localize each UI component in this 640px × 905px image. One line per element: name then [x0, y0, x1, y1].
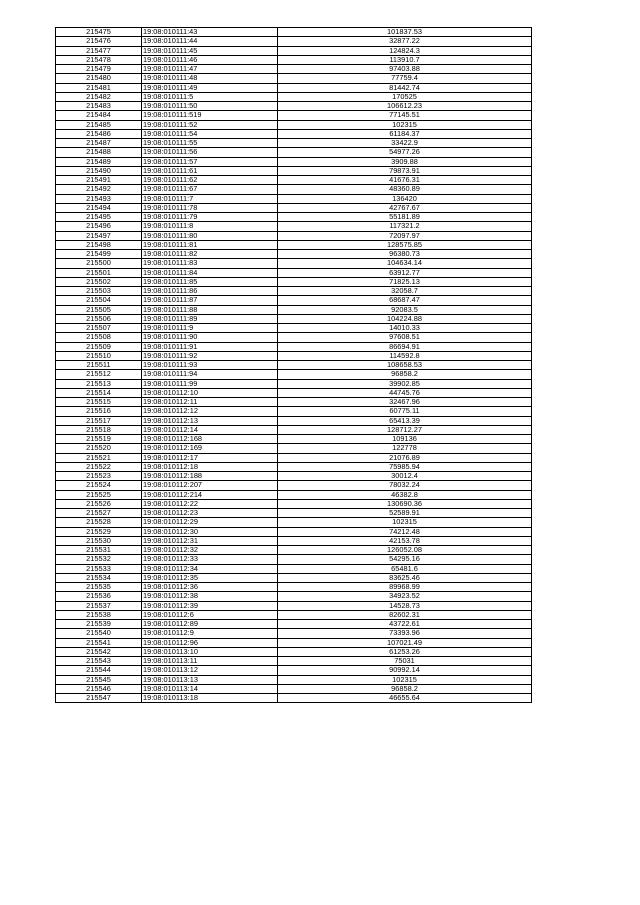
table-row	[56, 610, 532, 619]
amount-cell: 61184.37	[278, 129, 532, 138]
amount-cell: 75031	[278, 657, 532, 666]
cadastral-number-cell: 19:08:010111:67	[142, 185, 278, 194]
cadastral-number-cell: 19:08:010111:9	[142, 324, 278, 333]
row-number-cell: 215498	[56, 240, 142, 249]
amount-cell: 77759.4	[278, 74, 532, 83]
amount-cell: 33422.9	[278, 139, 532, 148]
table-row	[56, 240, 532, 249]
table-row	[56, 120, 532, 129]
cadastral-number-cell: 19:08:010111:44	[142, 37, 278, 46]
amount-cell: 72097.97	[278, 231, 532, 240]
cadastral-number-cell: 19:08:010112:168	[142, 435, 278, 444]
amount-cell: 41676.31	[278, 176, 532, 185]
row-number-cell: 215479	[56, 65, 142, 74]
amount-cell: 42767.67	[278, 203, 532, 212]
table-row	[56, 583, 532, 592]
cadastral-number-cell: 19:08:010111:83	[142, 259, 278, 268]
row-number-cell: 215509	[56, 342, 142, 351]
cadastral-number-cell: 19:08:010112:12	[142, 407, 278, 416]
cadastral-number-cell: 19:08:010111:5	[142, 92, 278, 101]
cadastral-number-cell: 19:08:010112:22	[142, 499, 278, 508]
amount-cell: 46382.8	[278, 490, 532, 499]
amount-cell: 130690.36	[278, 499, 532, 508]
table-row	[56, 629, 532, 638]
cadastral-number-cell: 19:08:010113:10	[142, 647, 278, 656]
row-number-cell: 215484	[56, 111, 142, 120]
cadastral-number-cell: 19:08:010111:82	[142, 250, 278, 259]
amount-cell: 128712.27	[278, 425, 532, 434]
amount-cell: 77145.51	[278, 111, 532, 120]
amount-cell: 65413.39	[278, 416, 532, 425]
amount-cell: 83625.46	[278, 573, 532, 582]
row-number-cell: 215476	[56, 37, 142, 46]
row-number-cell: 215539	[56, 620, 142, 629]
table-row	[56, 268, 532, 277]
cadastral-number-cell: 19:08:010111:56	[142, 148, 278, 157]
row-number-cell: 215522	[56, 462, 142, 471]
table-row	[56, 102, 532, 111]
row-number-cell: 215518	[56, 425, 142, 434]
amount-cell: 114592.8	[278, 351, 532, 360]
row-number-cell: 215512	[56, 370, 142, 379]
table-row	[56, 361, 532, 370]
amount-cell: 42153.78	[278, 536, 532, 545]
cadastral-number-cell: 19:08:010112:18	[142, 462, 278, 471]
cadastral-number-cell: 19:08:010113:18	[142, 694, 278, 703]
table-row	[56, 231, 532, 240]
row-number-cell: 215538	[56, 610, 142, 619]
table-row	[56, 213, 532, 222]
table-row	[56, 83, 532, 92]
row-number-cell: 215537	[56, 601, 142, 610]
table-row	[56, 481, 532, 490]
table-row	[56, 166, 532, 175]
table-row	[56, 620, 532, 629]
amount-cell: 79873.91	[278, 166, 532, 175]
row-number-cell: 215547	[56, 694, 142, 703]
cadastral-number-cell: 19:08:010112:169	[142, 444, 278, 453]
table-row	[56, 55, 532, 64]
amount-cell: 46655.64	[278, 694, 532, 703]
amount-cell: 96380.73	[278, 250, 532, 259]
amount-cell: 63912.77	[278, 268, 532, 277]
table-row	[56, 176, 532, 185]
table-row	[56, 388, 532, 397]
row-number-cell: 215491	[56, 176, 142, 185]
row-number-cell: 215493	[56, 194, 142, 203]
row-number-cell: 215500	[56, 259, 142, 268]
cadastral-number-cell: 19:08:010111:89	[142, 314, 278, 323]
cadastral-number-cell: 19:08:010112:34	[142, 564, 278, 573]
table-row	[56, 407, 532, 416]
amount-cell: 96858.2	[278, 370, 532, 379]
row-number-cell: 215526	[56, 499, 142, 508]
amount-cell: 32877.22	[278, 37, 532, 46]
row-number-cell: 215481	[56, 83, 142, 92]
row-number-cell: 215524	[56, 481, 142, 490]
cadastral-number-cell: 19:08:010113:13	[142, 675, 278, 684]
row-number-cell: 215531	[56, 546, 142, 555]
row-number-cell: 215485	[56, 120, 142, 129]
cadastral-number-cell: 19:08:010111:50	[142, 102, 278, 111]
cadastral-number-cell: 19:08:010112:23	[142, 509, 278, 518]
amount-cell: 54977.26	[278, 148, 532, 157]
table-row	[56, 111, 532, 120]
row-number-cell: 215519	[56, 435, 142, 444]
table-row	[56, 65, 532, 74]
cadastral-number-cell: 19:08:010111:49	[142, 83, 278, 92]
row-number-cell: 215505	[56, 305, 142, 314]
cadastral-number-cell: 19:08:010111:86	[142, 287, 278, 296]
amount-cell: 102315	[278, 675, 532, 684]
amount-cell: 124824.3	[278, 46, 532, 55]
amount-cell: 65481.6	[278, 564, 532, 573]
amount-cell: 136420	[278, 194, 532, 203]
row-number-cell: 215541	[56, 638, 142, 647]
cadastral-number-cell: 19:08:010111:62	[142, 176, 278, 185]
table-row	[56, 305, 532, 314]
table-row	[56, 277, 532, 286]
cadastral-number-cell: 19:08:010112:14	[142, 425, 278, 434]
amount-cell: 90992.14	[278, 666, 532, 675]
amount-cell: 92083.5	[278, 305, 532, 314]
table-row	[56, 657, 532, 666]
cadastral-number-cell: 19:08:010111:88	[142, 305, 278, 314]
row-number-cell: 215503	[56, 287, 142, 296]
row-number-cell: 215542	[56, 647, 142, 656]
amount-cell: 34923.52	[278, 592, 532, 601]
cadastral-number-cell: 19:08:010111:57	[142, 157, 278, 166]
row-number-cell: 215534	[56, 573, 142, 582]
row-number-cell: 215543	[56, 657, 142, 666]
cadastral-number-cell: 19:08:010111:43	[142, 28, 278, 37]
row-number-cell: 215517	[56, 416, 142, 425]
cadastral-number-cell: 19:08:010112:32	[142, 546, 278, 555]
table-row	[56, 536, 532, 545]
table-row	[56, 148, 532, 157]
row-number-cell: 215506	[56, 314, 142, 323]
row-number-cell: 215501	[56, 268, 142, 277]
table-row	[56, 425, 532, 434]
table-row	[56, 638, 532, 647]
amount-cell: 60775.11	[278, 407, 532, 416]
cadastral-number-cell: 19:08:010111:93	[142, 361, 278, 370]
cadastral-number-cell: 19:08:010111:519	[142, 111, 278, 120]
table-row	[56, 203, 532, 212]
cadastral-number-cell: 19:08:010111:91	[142, 342, 278, 351]
row-number-cell: 215492	[56, 185, 142, 194]
table-row	[56, 46, 532, 55]
row-number-cell: 215478	[56, 55, 142, 64]
table-row	[56, 37, 532, 46]
cadastral-number-cell: 19:08:010113:14	[142, 684, 278, 693]
amount-cell: 43722.61	[278, 620, 532, 629]
row-number-cell: 215521	[56, 453, 142, 462]
amount-cell: 73393.96	[278, 629, 532, 638]
amount-cell: 128575.85	[278, 240, 532, 249]
amount-cell: 39902.85	[278, 379, 532, 388]
amount-cell: 32058.7	[278, 287, 532, 296]
cadastral-number-cell: 19:08:010111:79	[142, 213, 278, 222]
row-number-cell: 215523	[56, 472, 142, 481]
amount-cell: 68687.47	[278, 296, 532, 305]
cadastral-number-cell: 19:08:010112:13	[142, 416, 278, 425]
amount-cell: 86694.91	[278, 342, 532, 351]
cadastral-number-cell: 19:08:010112:33	[142, 555, 278, 564]
cadastral-number-cell: 19:08:010112:214	[142, 490, 278, 499]
cadastral-number-cell: 19:08:010112:89	[142, 620, 278, 629]
table-row	[56, 379, 532, 388]
table-row	[56, 453, 532, 462]
row-number-cell: 215483	[56, 102, 142, 111]
cadastral-number-cell: 19:08:010111:99	[142, 379, 278, 388]
row-number-cell: 215499	[56, 250, 142, 259]
amount-cell: 107021.49	[278, 638, 532, 647]
amount-cell: 97608.51	[278, 333, 532, 342]
row-number-cell: 215496	[56, 222, 142, 231]
cadastral-number-cell: 19:08:010112:10	[142, 388, 278, 397]
cadastral-number-cell: 19:08:010112:207	[142, 481, 278, 490]
table-row	[56, 287, 532, 296]
amount-cell: 106612.23	[278, 102, 532, 111]
cadastral-number-cell: 19:08:010112:6	[142, 610, 278, 619]
cadastral-number-cell: 19:08:010112:29	[142, 518, 278, 527]
row-number-cell: 215502	[56, 277, 142, 286]
amount-cell: 109136	[278, 435, 532, 444]
cadastral-number-cell: 19:08:010111:8	[142, 222, 278, 231]
amount-cell: 81442.74	[278, 83, 532, 92]
table-row	[56, 342, 532, 351]
amount-cell: 170525	[278, 92, 532, 101]
cadastral-number-cell: 19:08:010111:61	[142, 166, 278, 175]
table-row	[56, 527, 532, 536]
table-row	[56, 324, 532, 333]
amount-cell: 101837.53	[278, 28, 532, 37]
amount-cell: 108658.53	[278, 361, 532, 370]
table-row	[56, 398, 532, 407]
amount-cell: 3909.88	[278, 157, 532, 166]
table-row	[56, 472, 532, 481]
cadastral-number-cell: 19:08:010112:30	[142, 527, 278, 536]
row-number-cell: 215475	[56, 28, 142, 37]
cadastral-number-cell: 19:08:010112:39	[142, 601, 278, 610]
row-number-cell: 215480	[56, 74, 142, 83]
row-number-cell: 215514	[56, 388, 142, 397]
cadastral-number-cell: 19:08:010111:55	[142, 139, 278, 148]
amount-cell: 48360.89	[278, 185, 532, 194]
row-number-cell: 215533	[56, 564, 142, 573]
table-row	[56, 684, 532, 693]
table-row	[56, 518, 532, 527]
cadastral-number-cell: 19:08:010112:96	[142, 638, 278, 647]
row-number-cell: 215525	[56, 490, 142, 499]
amount-cell: 126052.08	[278, 546, 532, 555]
table-row	[56, 490, 532, 499]
row-number-cell: 215487	[56, 139, 142, 148]
table-row	[56, 647, 532, 656]
amount-cell: 102315	[278, 120, 532, 129]
cadastral-number-cell: 19:08:010112:35	[142, 573, 278, 582]
row-number-cell: 215530	[56, 536, 142, 545]
amount-cell: 122778	[278, 444, 532, 453]
amount-cell: 14010.33	[278, 324, 532, 333]
cadastral-number-cell: 19:08:010111:92	[142, 351, 278, 360]
amount-cell: 96858.2	[278, 684, 532, 693]
amount-cell: 117321.2	[278, 222, 532, 231]
cadastral-number-cell: 19:08:010111:48	[142, 74, 278, 83]
amount-cell: 102315	[278, 518, 532, 527]
row-number-cell: 215477	[56, 46, 142, 55]
row-number-cell: 215529	[56, 527, 142, 536]
cadastral-number-cell: 19:08:010113:12	[142, 666, 278, 675]
row-number-cell: 215527	[56, 509, 142, 518]
row-number-cell: 215535	[56, 583, 142, 592]
cadastral-number-cell: 19:08:010111:90	[142, 333, 278, 342]
row-number-cell: 215489	[56, 157, 142, 166]
amount-cell: 82602.31	[278, 610, 532, 619]
table-row	[56, 564, 532, 573]
cadastral-number-cell: 19:08:010112:17	[142, 453, 278, 462]
cadastral-number-cell: 19:08:010111:45	[142, 46, 278, 55]
table-row	[56, 157, 532, 166]
row-number-cell: 215497	[56, 231, 142, 240]
amount-cell: 104634.14	[278, 259, 532, 268]
amount-cell: 113910.7	[278, 55, 532, 64]
table-row	[56, 555, 532, 564]
row-number-cell: 215482	[56, 92, 142, 101]
row-number-cell: 215490	[56, 166, 142, 175]
cadastral-number-cell: 19:08:010112:36	[142, 583, 278, 592]
cadastral-number-cell: 19:08:010111:47	[142, 65, 278, 74]
table-row	[56, 499, 532, 508]
row-number-cell: 215515	[56, 398, 142, 407]
cadastral-number-cell: 19:08:010111:87	[142, 296, 278, 305]
cadastral-number-cell: 19:08:010112:9	[142, 629, 278, 638]
table-row	[56, 259, 532, 268]
table-row	[56, 185, 532, 194]
row-number-cell: 215544	[56, 666, 142, 675]
row-number-cell: 215486	[56, 129, 142, 138]
row-number-cell: 215545	[56, 675, 142, 684]
table-row	[56, 250, 532, 259]
cadastral-number-cell: 19:08:010112:38	[142, 592, 278, 601]
amount-cell: 52589.91	[278, 509, 532, 518]
row-number-cell: 215528	[56, 518, 142, 527]
cadastral-number-cell: 19:08:010112:31	[142, 536, 278, 545]
table-row	[56, 92, 532, 101]
table-row	[56, 694, 532, 703]
row-number-cell: 215510	[56, 351, 142, 360]
cadastral-number-cell: 19:08:010111:7	[142, 194, 278, 203]
data-table	[55, 27, 532, 703]
cadastral-number-cell: 19:08:010111:81	[142, 240, 278, 249]
amount-cell: 55181.89	[278, 213, 532, 222]
table-row	[56, 222, 532, 231]
table-row	[56, 666, 532, 675]
cadastral-number-cell: 19:08:010113:11	[142, 657, 278, 666]
cadastral-number-cell: 19:08:010111:80	[142, 231, 278, 240]
amount-cell: 75985.94	[278, 462, 532, 471]
row-number-cell: 215540	[56, 629, 142, 638]
cadastral-number-cell: 19:08:010111:54	[142, 129, 278, 138]
table-row	[56, 139, 532, 148]
row-number-cell: 215494	[56, 203, 142, 212]
row-number-cell: 215508	[56, 333, 142, 342]
table-row	[56, 194, 532, 203]
row-number-cell: 215507	[56, 324, 142, 333]
table-row	[56, 296, 532, 305]
table-row	[56, 333, 532, 342]
amount-cell: 78032.24	[278, 481, 532, 490]
cadastral-number-cell: 19:08:010111:78	[142, 203, 278, 212]
cadastral-number-cell: 19:08:010112:11	[142, 398, 278, 407]
amount-cell: 44745.76	[278, 388, 532, 397]
row-number-cell: 215504	[56, 296, 142, 305]
cadastral-number-cell: 19:08:010111:85	[142, 277, 278, 286]
cadastral-number-cell: 19:08:010111:84	[142, 268, 278, 277]
table-row	[56, 601, 532, 610]
row-number-cell: 215488	[56, 148, 142, 157]
amount-cell: 97403.88	[278, 65, 532, 74]
table-row	[56, 675, 532, 684]
amount-cell: 30012.4	[278, 472, 532, 481]
table-row	[56, 573, 532, 582]
row-number-cell: 215495	[56, 213, 142, 222]
amount-cell: 14528.73	[278, 601, 532, 610]
amount-cell: 32467.96	[278, 398, 532, 407]
table-row	[56, 509, 532, 518]
table-row	[56, 435, 532, 444]
row-number-cell: 215516	[56, 407, 142, 416]
amount-cell: 54295.16	[278, 555, 532, 564]
table-row	[56, 129, 532, 138]
amount-cell: 71825.13	[278, 277, 532, 286]
table-row	[56, 351, 532, 360]
cadastral-number-cell: 19:08:010111:94	[142, 370, 278, 379]
cadastral-number-cell: 19:08:010112:188	[142, 472, 278, 481]
table-row	[56, 416, 532, 425]
amount-cell: 61253.26	[278, 647, 532, 656]
table-row	[56, 592, 532, 601]
row-number-cell: 215536	[56, 592, 142, 601]
row-number-cell: 215532	[56, 555, 142, 564]
table-row	[56, 74, 532, 83]
table-row	[56, 462, 532, 471]
table-body	[56, 28, 532, 703]
table-row	[56, 444, 532, 453]
row-number-cell: 215520	[56, 444, 142, 453]
row-number-cell: 215546	[56, 684, 142, 693]
table-row	[56, 28, 532, 37]
amount-cell: 74212.48	[278, 527, 532, 536]
row-number-cell: 215513	[56, 379, 142, 388]
amount-cell: 21076.89	[278, 453, 532, 462]
table-row	[56, 546, 532, 555]
cadastral-number-cell: 19:08:010111:46	[142, 55, 278, 64]
row-number-cell: 215511	[56, 361, 142, 370]
table-row	[56, 314, 532, 323]
table-row	[56, 370, 532, 379]
cadastral-number-cell: 19:08:010111:52	[142, 120, 278, 129]
amount-cell: 89968.99	[278, 583, 532, 592]
amount-cell: 104224.88	[278, 314, 532, 323]
